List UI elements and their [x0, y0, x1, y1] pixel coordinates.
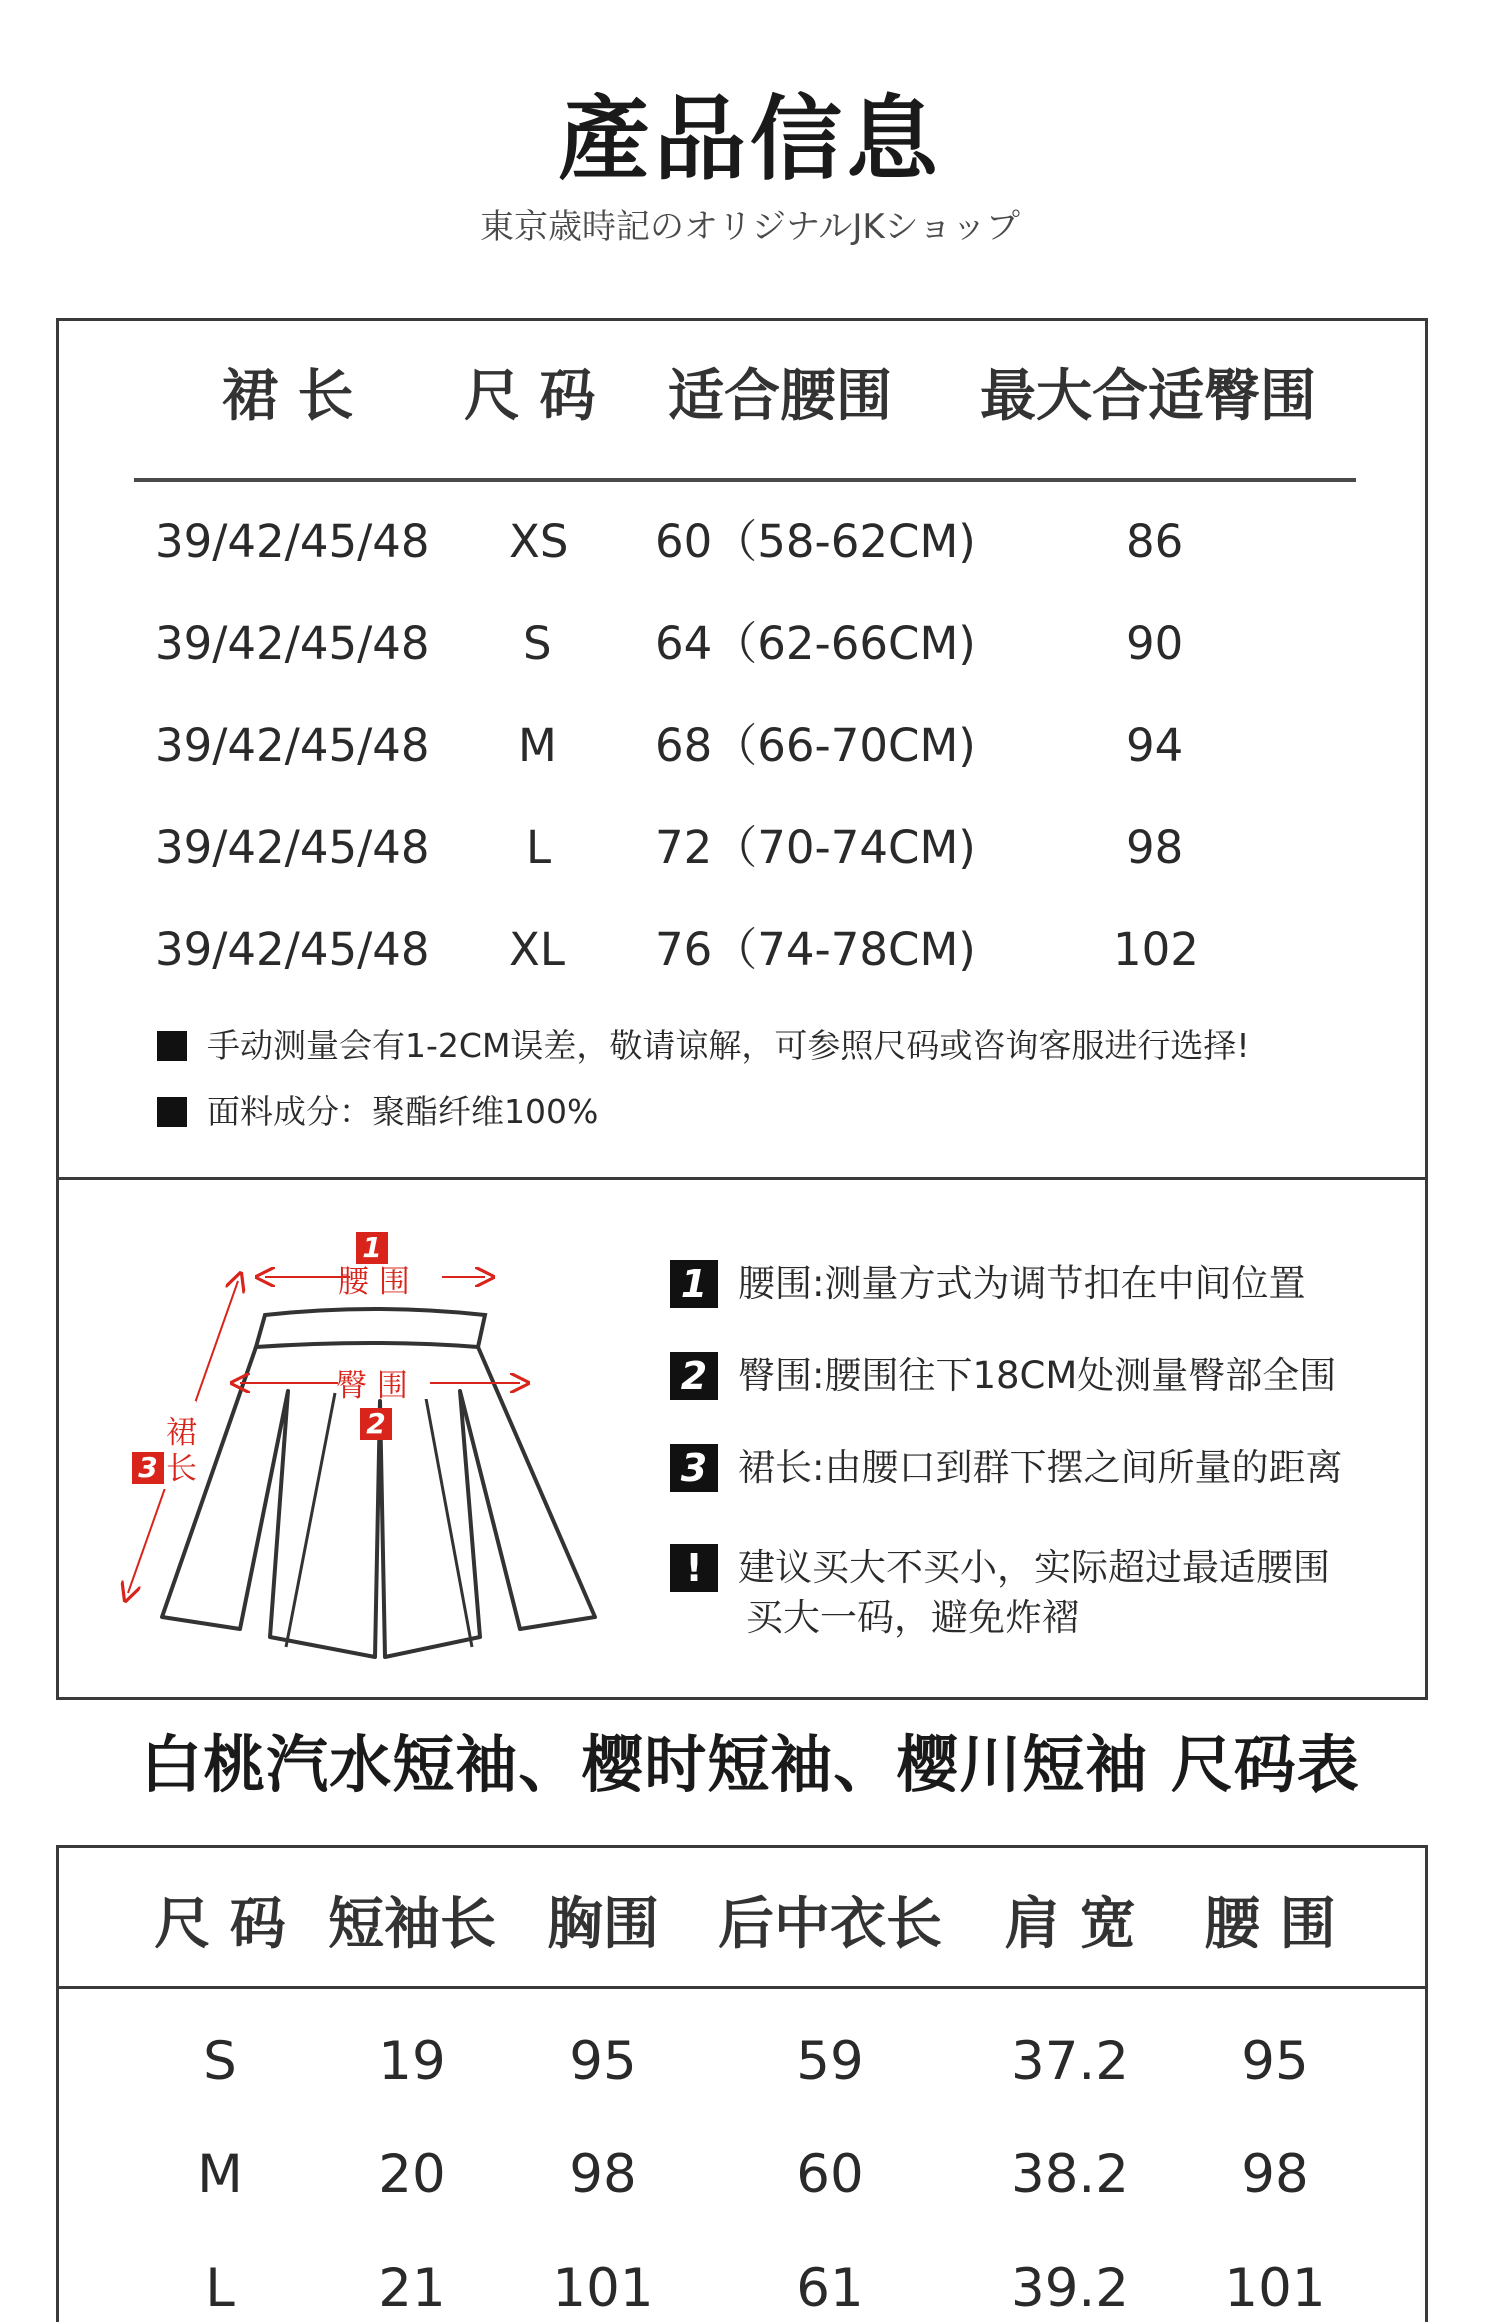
- column-header-back-length: 后中衣长: [718, 1892, 942, 1957]
- length-label-line2: 长: [166, 1451, 197, 1487]
- cell-back-length: 60: [796, 2144, 864, 2205]
- legend-badge: 2: [670, 1352, 718, 1400]
- header-rule: [134, 478, 1356, 482]
- cell-waist: 60（58-62CM): [655, 515, 976, 568]
- cell-size: M: [197, 2144, 243, 2205]
- length-badge: 3: [132, 1452, 164, 1484]
- legend-item-advice: [670, 1544, 1330, 1592]
- column-header-waist: 适合腰围: [668, 364, 892, 429]
- column-header-length: 裙 长: [222, 364, 354, 429]
- cell-sleeve: 20: [378, 2144, 446, 2205]
- cell-length: 39/42/45/48: [155, 617, 430, 670]
- cell-shoulder: 39.2: [1010, 2258, 1129, 2319]
- legend-item-length: [670, 1444, 1342, 1492]
- warning-icon: !: [670, 1544, 718, 1592]
- cell-length: 39/42/45/48: [155, 821, 430, 874]
- cell-shoulder: 37.2: [1010, 2031, 1129, 2092]
- cell-size: L: [205, 2258, 235, 2319]
- cell-chest: 98: [569, 2144, 637, 2205]
- cell-back-length: 61: [796, 2258, 864, 2319]
- cell-waist: 72（70-74CM): [655, 821, 976, 874]
- column-header-shoulder: 肩 宽: [1004, 1892, 1136, 1957]
- cell-back-length: 59: [796, 2031, 864, 2092]
- table-row: [0, 614, 1500, 674]
- waist-badge: 1: [356, 1232, 388, 1264]
- cell-waist: 68（66-70CM): [655, 719, 976, 772]
- table-row: [0, 818, 1500, 878]
- section-title: 白桃汽水短袖、樱时短袖、樱川短袖 尺码表: [140, 1728, 1360, 1801]
- cell-size: XS: [509, 515, 569, 568]
- table-row: [0, 2027, 1500, 2097]
- cell-hip: 94: [1126, 719, 1184, 772]
- cell-hip: 90: [1126, 617, 1184, 670]
- legend-text: 裙长:由腰口到群下摆之间所量的距离: [738, 1446, 1343, 1489]
- length-label-line1: 裙: [166, 1415, 197, 1451]
- cell-waist: 101: [1224, 2258, 1326, 2319]
- panel-divider: [56, 1177, 1428, 1180]
- waist-label: 腰 围: [338, 1264, 410, 1300]
- legend-text: 臀围:腰围往下18CM处测量臀部全围: [738, 1354, 1337, 1397]
- cell-shoulder: 38.2: [1010, 2144, 1129, 2205]
- column-header-sleeve: 短袖长: [328, 1892, 496, 1957]
- column-header-size: 尺 码: [464, 364, 596, 429]
- cell-sleeve: 21: [378, 2258, 446, 2319]
- cell-length: 39/42/45/48: [155, 923, 430, 976]
- table-row: [0, 512, 1500, 572]
- hip-badge: 2: [360, 1408, 392, 1440]
- cell-size: L: [526, 821, 552, 874]
- legend-text-continued: 买大一码，避免炸褶: [746, 1596, 1079, 1639]
- cell-waist: 64（62-66CM): [655, 617, 976, 670]
- cell-hip: 98: [1126, 821, 1184, 874]
- cell-chest: 95: [569, 2031, 637, 2092]
- table-row: [0, 2140, 1500, 2210]
- legend-item-waist: [670, 1260, 1305, 1308]
- legend-text: 腰围:测量方式为调节扣在中间位置: [738, 1262, 1306, 1305]
- cell-hip: 86: [1126, 515, 1184, 568]
- cell-waist: 95: [1241, 2031, 1309, 2092]
- cell-waist: 76（74-78CM): [655, 923, 976, 976]
- column-header-chest: 胸围: [547, 1892, 659, 1957]
- table-row: [0, 716, 1500, 776]
- cell-length: 39/42/45/48: [155, 719, 430, 772]
- note-text: 面料成分：聚酯纤维100%: [207, 1092, 599, 1131]
- cell-size: S: [203, 2031, 237, 2092]
- cell-size: XL: [509, 923, 565, 976]
- note-measurement: [157, 1024, 1250, 1068]
- table-row: [0, 2254, 1500, 2322]
- column-header-waist: 腰 围: [1204, 1892, 1336, 1957]
- column-header-hip: 最大合适臀围: [980, 364, 1316, 429]
- hip-label: 臀 围: [336, 1368, 408, 1404]
- cell-hip: 102: [1113, 923, 1199, 976]
- page-title: 產品信息: [557, 86, 942, 193]
- cell-chest: 101: [552, 2258, 654, 2319]
- cell-length: 39/42/45/48: [155, 515, 430, 568]
- bullet-square-icon: [157, 1031, 187, 1061]
- legend-badge: 3: [670, 1444, 718, 1492]
- bullet-square-icon: [157, 1097, 187, 1127]
- note-text: 手动测量会有1-2CM误差，敬请谅解，可参照尺码或咨询客服进行选择!: [207, 1026, 1250, 1065]
- table-row: [0, 920, 1500, 980]
- header-rule: [56, 1986, 1428, 1989]
- legend-badge: 1: [670, 1260, 718, 1308]
- note-fabric: [157, 1090, 598, 1134]
- cell-waist: 98: [1241, 2144, 1309, 2205]
- skirt-waistband: [256, 1309, 485, 1347]
- page-subtitle: 東京歳時記のオリジナルJKショップ: [480, 207, 1020, 247]
- cell-size: S: [523, 617, 552, 670]
- cell-size: M: [518, 719, 557, 772]
- cell-sleeve: 19: [378, 2031, 446, 2092]
- column-header-size: 尺 码: [154, 1892, 286, 1957]
- legend-text: 建议买大不买小，实际超过最适腰围: [738, 1546, 1330, 1589]
- legend-item-hip: [670, 1352, 1336, 1400]
